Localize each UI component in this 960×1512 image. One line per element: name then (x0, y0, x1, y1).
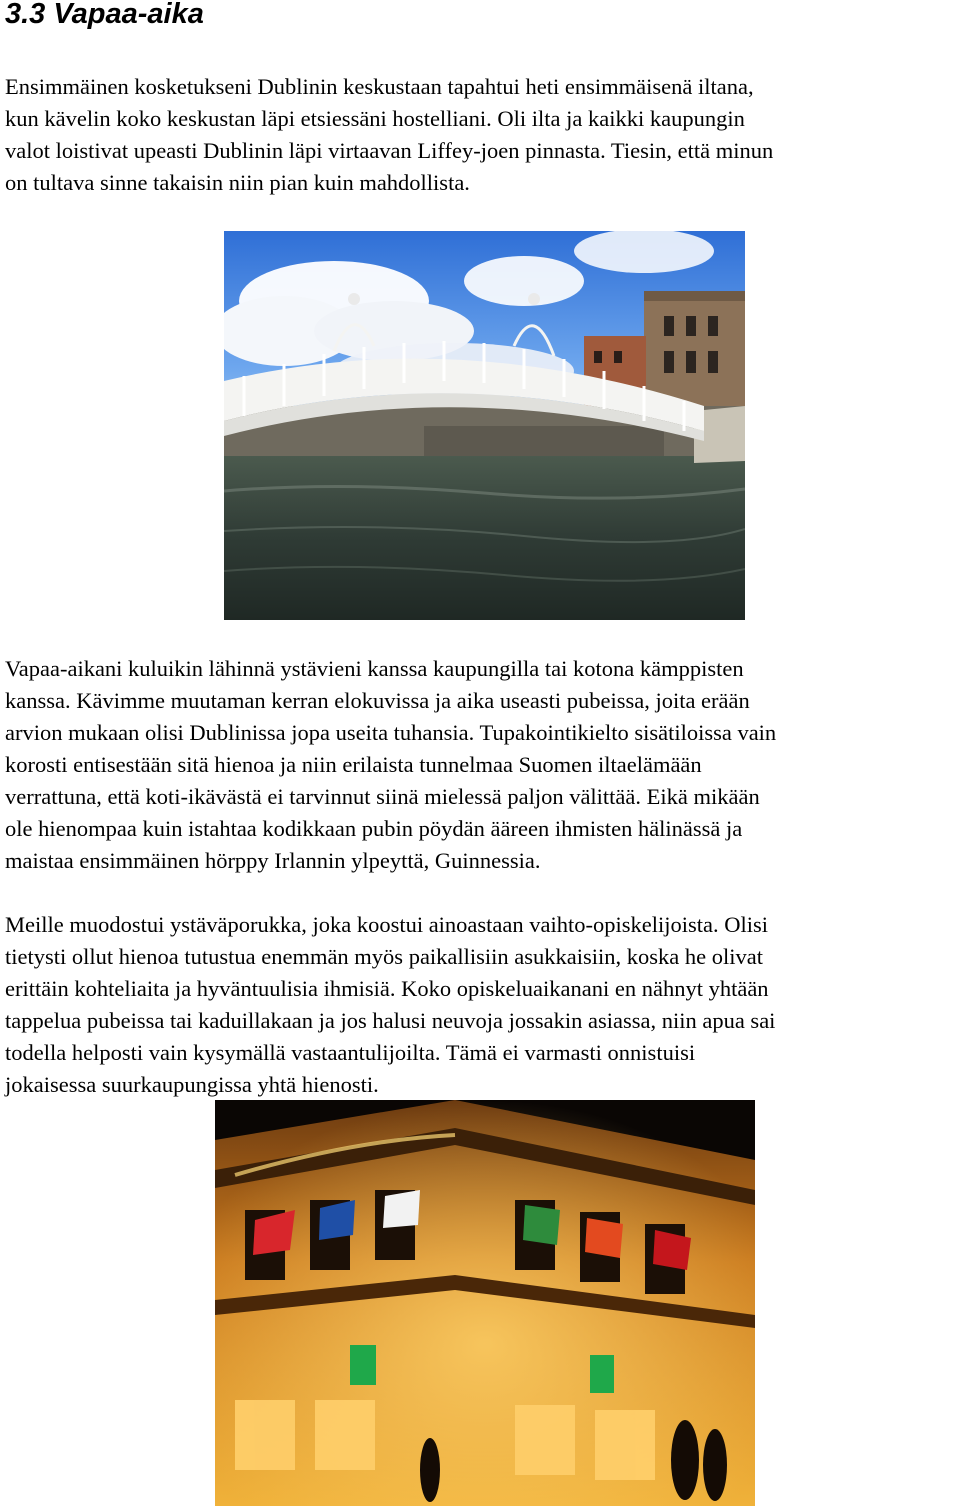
text-line: kun kävelin koko keskustan läpi etsiessäni hostelliani. Oli ilta ja kaikki kaupungin (5, 106, 745, 131)
bridge-photo-illustration (224, 231, 745, 620)
text-line: tietysti ollut hienoa tutustua enemmän myös paikallisiin asukkaisiin, koska he olivat (5, 944, 764, 969)
text-line: Meille muodostui ystäväporukka, joka koostui ainoastaan vaihto-opiskelijoista. Olisi (5, 912, 769, 937)
text-line: maistaa ensimmäinen hörppy Irlannin ylpeyttä, Guinnessia. (5, 848, 541, 873)
text-line: erittäin kohteliaita ja hyväntuulisia ihmisiä. Koko opiskeluaikanani en nähnyt yhtään (5, 976, 769, 1001)
text-line: Ensimmäinen kosketukseni Dublinin keskustaan tapahtui heti ensimmäisenä iltana, (5, 74, 754, 99)
pub-photo-illustration (215, 1100, 755, 1506)
text-line: ole hienompaa kuin istahtaa kodikkaan pubin pöydän ääreen ihmisten hälinässä ja (5, 816, 743, 841)
text-line: kanssa. Kävimme muutaman kerran elokuvissa ja aika useasti pubeissa, joita erään (5, 688, 750, 713)
text-line: jokaisessa suurkaupungissa yhtä hienosti. (5, 1072, 379, 1097)
text-line: korosti entisestään sitä hienoa ja niin erilaista tunnelmaa Suomen iltaelämään (5, 752, 702, 777)
text-line: arvion mukaan olisi Dublinissa jopa useita tuhansia. Tupakointikielto sisätiloissa vain (5, 720, 777, 745)
text-line: Vapaa-aikani kuluikin lähinnä ystävieni kanssa kaupungilla tai kotona kämppisten (5, 656, 744, 681)
paragraph-free-time (5, 653, 776, 877)
bridge-photo (224, 231, 745, 620)
text-line: valot loistivat upeasti Dublinin läpi virtaavan Liffey-joen pinnasta. Tiesin, että minun (5, 138, 774, 163)
section-heading: 3.3 Vapaa-aika (5, 0, 204, 30)
text-line: tappelua pubeissa tai kaduillakaan ja jos halusi neuvoja jossakin asiassa, niin apua sai (5, 1008, 776, 1033)
pub-photo (215, 1100, 755, 1506)
text-line: todella helposti vain kysymällä vastaantulijoilta. Tämä ei varmasti onnistuisi (5, 1040, 696, 1065)
paragraph-friends (5, 909, 775, 1101)
text-line: verrattuna, että koti-ikävästä ei tarvinnut siinä mielessä paljon välittää. Eikä mikään (5, 784, 760, 809)
text-line: on tultava sinne takaisin niin pian kuin mahdollista. (5, 170, 470, 195)
paragraph-intro (5, 71, 773, 199)
